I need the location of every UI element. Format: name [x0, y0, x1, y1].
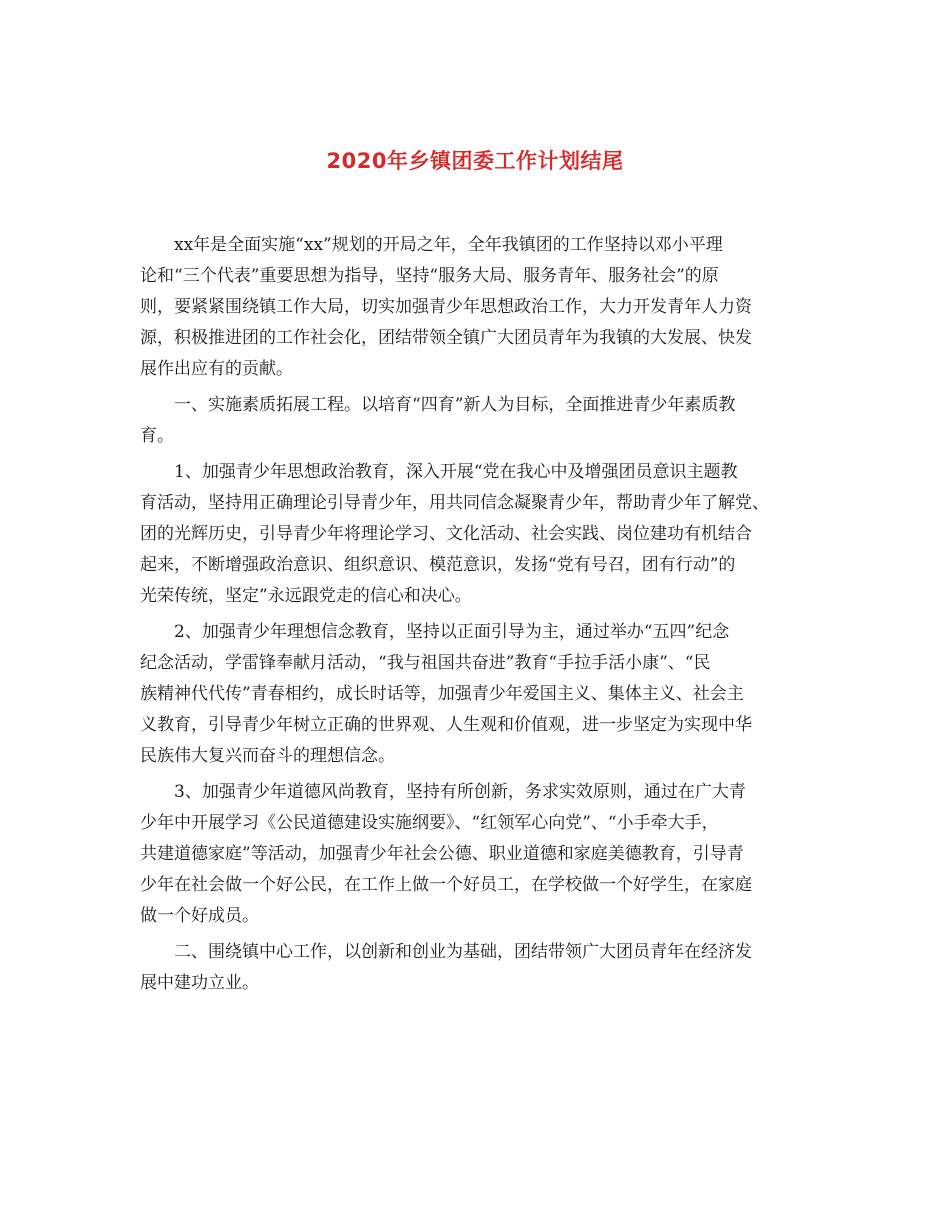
paragraph-line: 民族伟大复兴而奋斗的理想信念。 [140, 746, 395, 766]
paragraph-line: 2、加强青少年理想信念教育，坚持以正面引导为主，通过举办“五四”纪念 [174, 622, 730, 642]
paragraph [140, 777, 830, 932]
document-title: 2020年乡镇团委工作计划结尾 [326, 149, 624, 173]
paragraph-line: 纪念活动，学雷锋奉献月活动，“我与祖国共奋进”教育“手拉手活小康”、“民 [140, 653, 711, 673]
paragraph [140, 617, 830, 772]
paragraph-line: 3、加强青少年道德风尚教育，坚持有所创新，务求实效原则，通过在广大青 [174, 782, 746, 802]
paragraph-line: 共建道德家庭”等活动，加强青少年社会公德、职业道德和家庭美德教育，引导青 [140, 844, 744, 864]
paragraph [140, 937, 830, 999]
paragraph-line: 源，积极推进团的工作社会化，团结带领全镇广大团员青年为我镇的大发展、快发 [140, 328, 752, 348]
paragraph-line: xx年是全面实施“xx”规划的开局之年，全年我镇团的工作坚持以邓小平理 [174, 235, 723, 255]
paragraph-line: 起来，不断增强政治意识、组织意识、模范意识，发扬“党有号召，团有行动”的 [140, 555, 736, 575]
paragraph-line: 育。 [140, 426, 174, 446]
paragraph-line: 团的光辉历史，引导青少年将理论学习、文化活动、社会实践、岗位建功有机结合 [140, 524, 752, 544]
paragraph-line: 做一个好成员。 [140, 906, 259, 926]
paragraph-line: 族精神代代传”青春相约，成长时话等，加强青少年爱国主义、集体主义、社会主 [140, 684, 744, 704]
paragraph-line: 育活动，坚持用正确理论引导青少年，用共同信念凝聚青少年，帮助青少年了解党、 [140, 493, 769, 513]
paragraph [140, 457, 830, 612]
paragraph-line: 少年中开展学习《公民道德建设实施纲要》、“红领军心向党”、“小手牵大手， [140, 813, 719, 833]
paragraph [140, 390, 830, 452]
paragraph-line: 一、实施素质拓展工程。以培育“四育”新人为目标，全面推进青少年素质教 [174, 395, 736, 415]
paragraph-line: 论和“三个代表”重要思想为指导，坚持“服务大局、服务青年、服务社会”的原 [140, 266, 719, 286]
paragraph-line: 二、围绕镇中心工作，以创新和创业为基础，团结带领广大团员青年在经济发 [174, 942, 752, 962]
paragraph-line: 展作出应有的贡献。 [140, 359, 293, 379]
paragraph-line: 光荣传统，坚定”永远跟党走的信心和决心。 [140, 586, 472, 606]
paragraph-line: 则，要紧紧围绕镇工作大局，切实加强青少年思想政治工作，大力开发青年人力资 [140, 297, 752, 317]
document-body [140, 230, 830, 1004]
paragraph-line: 1、加强青少年思想政治教育，深入开展“党在我心中及增强团员意识主题教 [174, 462, 738, 482]
paragraph-line: 少年在社会做一个好公民，在工作上做一个好员工，在学校做一个好学生，在家庭 [140, 875, 752, 895]
paragraph [140, 230, 830, 385]
paragraph-line: 义教育，引导青少年树立正确的世界观、人生观和价值观，进一步坚定为实现中华 [140, 715, 752, 735]
paragraph-line: 展中建功立业。 [140, 973, 259, 993]
